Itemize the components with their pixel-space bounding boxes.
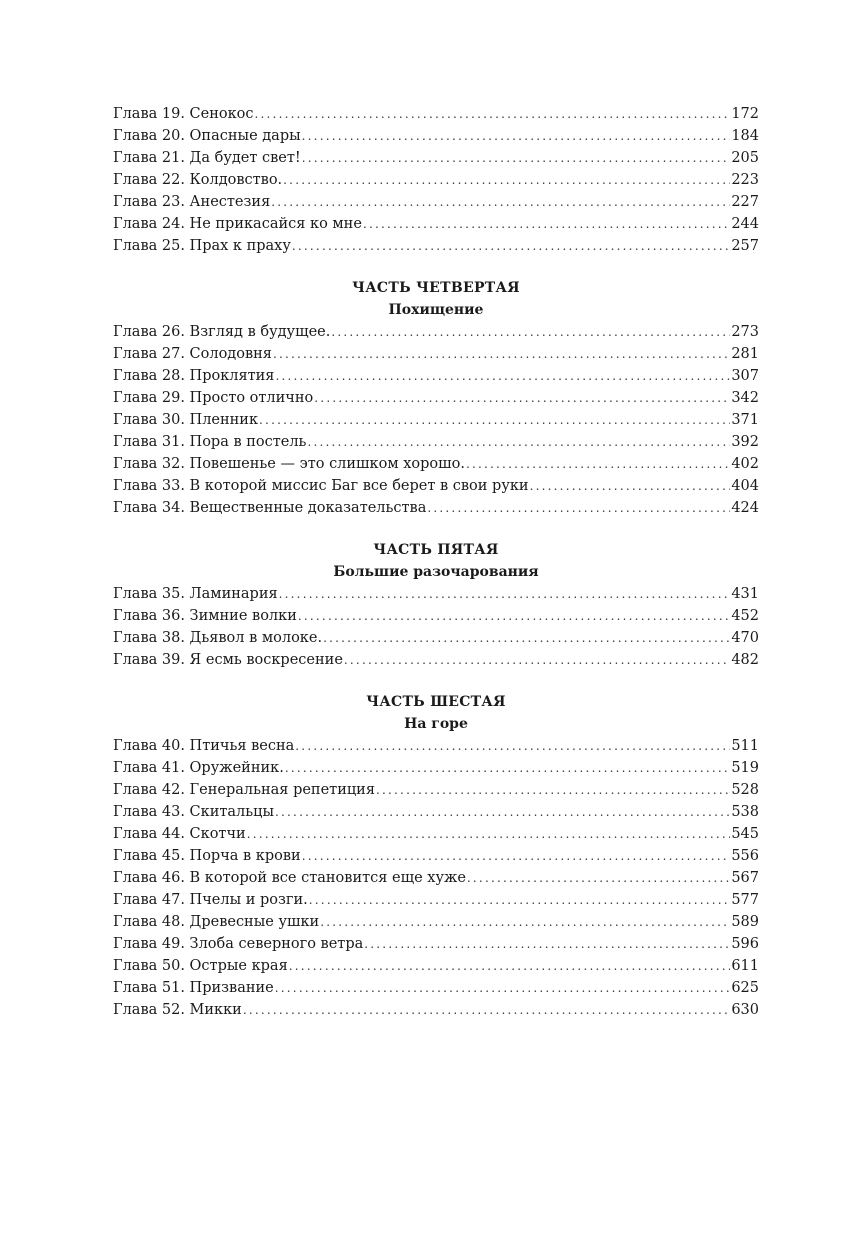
toc-entry-page: 630	[731, 1002, 759, 1018]
toc-entry[interactable]	[113, 801, 759, 823]
toc-entry-title: Глава 27. Солодовня	[113, 346, 272, 362]
toc-entry-page: 567	[731, 870, 759, 886]
toc-entry-page: 511	[731, 738, 759, 754]
toc-entry[interactable]	[113, 431, 759, 453]
toc-entry[interactable]	[113, 605, 759, 627]
part-heading: ЧАСТЬ ЧЕТВЕРТАЯ	[352, 280, 520, 296]
toc-entry-page: 470	[731, 630, 759, 646]
dot-leader	[530, 475, 731, 497]
dot-leader	[467, 867, 730, 889]
dot-leader	[273, 343, 730, 365]
dot-leader	[331, 321, 730, 343]
dot-leader	[255, 103, 731, 125]
part-heading: ЧАСТЬ ПЯТАЯ	[373, 542, 499, 558]
toc-entry-title: Глава 35. Ламинария	[113, 586, 278, 602]
toc-entry[interactable]	[113, 475, 759, 497]
toc-entry[interactable]	[113, 103, 759, 125]
toc-entry-title: Глава 44. Скотчи	[113, 826, 246, 842]
toc-entry-page: 596	[731, 936, 759, 952]
dot-leader	[247, 823, 731, 845]
dot-leader	[283, 169, 730, 191]
part-subtitle: На горе	[404, 716, 468, 732]
toc-entry[interactable]	[113, 911, 759, 933]
toc-entry-page: 205	[731, 150, 759, 166]
toc-entry[interactable]	[113, 735, 759, 757]
toc-entry-title: Глава 51. Призвание	[113, 980, 274, 996]
dot-leader	[298, 605, 730, 627]
toc-section-part-three-tail	[113, 103, 759, 257]
dot-leader	[323, 627, 730, 649]
dot-leader	[307, 431, 730, 453]
toc-entry-page: 371	[731, 412, 759, 428]
toc-entry-title: Глава 21. Да будет свет!	[113, 150, 301, 166]
toc-entry-title: Глава 45. Порча в крови	[113, 848, 301, 864]
toc-entry-page: 172	[731, 106, 759, 122]
toc-entry-page: 538	[731, 804, 759, 820]
toc-section-part-four	[113, 277, 759, 519]
dot-leader	[285, 757, 730, 779]
toc-entry[interactable]	[113, 497, 759, 519]
dot-leader	[302, 125, 731, 147]
dot-leader	[259, 409, 730, 431]
toc-entry[interactable]	[113, 999, 759, 1021]
toc-entry-page: 184	[731, 128, 759, 144]
toc-entry[interactable]	[113, 889, 759, 911]
dot-leader	[275, 801, 730, 823]
dot-leader	[364, 933, 730, 955]
toc-entry[interactable]	[113, 125, 759, 147]
toc-entry[interactable]	[113, 867, 759, 889]
toc-entry[interactable]	[113, 235, 759, 257]
toc-entry-title: Глава 20. Опасные дары	[113, 128, 301, 144]
toc-entry-page: 257	[731, 238, 759, 254]
toc-entry-title: Глава 38. Дьявол в молоке.	[113, 630, 323, 646]
toc-entry-page: 556	[731, 848, 759, 864]
toc-entry-page: 244	[731, 216, 759, 232]
dot-leader	[320, 911, 730, 933]
dot-leader	[466, 453, 730, 475]
toc-entry[interactable]	[113, 627, 759, 649]
dot-leader	[295, 735, 730, 757]
toc-entry-title: Глава 36. Зимние волки	[113, 608, 297, 624]
toc-entry-title: Глава 42. Генеральная репетиция	[113, 782, 375, 798]
toc-entry[interactable]	[113, 955, 759, 977]
toc-entry-title: Глава 26. Взгляд в будущее.	[113, 324, 331, 340]
toc-entry-page: 545	[731, 826, 759, 842]
toc-entry-page: 482	[731, 652, 759, 668]
toc-entry-page: 577	[731, 892, 759, 908]
dot-leader	[427, 497, 730, 519]
toc-entry-page: 223	[731, 172, 759, 188]
toc-entry-title: Глава 50. Острые края	[113, 958, 288, 974]
toc-entry-title: Глава 22. Колдовство.	[113, 172, 283, 188]
dot-leader	[344, 649, 730, 671]
toc-entry-title: Глава 47. Пчелы и розги.	[113, 892, 308, 908]
toc-entry[interactable]	[113, 583, 759, 605]
toc-entry[interactable]	[113, 169, 759, 191]
toc-entry-title: Глава 40. Птичья весна	[113, 738, 295, 754]
toc-entry-page: 404	[731, 478, 759, 494]
toc-entry[interactable]	[113, 213, 759, 235]
toc-entry-page: 611	[731, 958, 759, 974]
toc-entry-page: 402	[731, 456, 759, 472]
toc-entry[interactable]	[113, 649, 759, 671]
toc-entry-page: 281	[731, 346, 759, 362]
toc-entry[interactable]	[113, 409, 759, 431]
table-of-contents	[113, 103, 759, 1021]
toc-entry-page: 519	[731, 760, 759, 776]
toc-entry[interactable]	[113, 147, 759, 169]
toc-entry[interactable]	[113, 387, 759, 409]
dot-leader	[363, 213, 730, 235]
toc-entry[interactable]	[113, 977, 759, 999]
toc-entry-title: Глава 32. Повешенье — это слишком хорошо.	[113, 456, 465, 472]
toc-entry-title: Глава 30. Пленник	[113, 412, 259, 428]
toc-entry-title: Глава 25. Прах к праху	[113, 238, 291, 254]
dot-leader	[271, 191, 730, 213]
dot-leader	[302, 147, 731, 169]
toc-entry-title: Глава 24. Не прикасайся ко мне	[113, 216, 362, 232]
part-subtitle: Похищение	[388, 302, 484, 318]
dot-leader	[292, 235, 730, 257]
toc-section-part-six	[113, 691, 759, 1021]
toc-entry[interactable]	[113, 757, 759, 779]
toc-entry-page: 452	[731, 608, 759, 624]
toc-entry-page: 307	[731, 368, 759, 384]
toc-entry[interactable]	[113, 779, 759, 801]
dot-leader	[279, 583, 731, 605]
toc-entry-page: 392	[731, 434, 759, 450]
toc-entry-page: 431	[731, 586, 759, 602]
dot-leader	[314, 387, 730, 409]
toc-entry-page: 424	[731, 500, 759, 516]
toc-entry[interactable]	[113, 191, 759, 213]
toc-entry-title: Глава 33. В которой миссис Баг все берет в свои руки	[113, 478, 529, 494]
dot-leader	[275, 365, 730, 387]
toc-entry-title: Глава 34. Вещественные доказательства	[113, 500, 427, 516]
dot-leader	[275, 977, 731, 999]
toc-entry-page: 227	[731, 194, 759, 210]
dot-leader	[302, 845, 731, 867]
toc-entry[interactable]	[113, 823, 759, 845]
toc-entry[interactable]	[113, 453, 759, 475]
toc-entry-page: 528	[731, 782, 759, 798]
toc-entry-page: 589	[731, 914, 759, 930]
toc-entry-page: 342	[731, 390, 759, 406]
toc-entry-title: Глава 29. Просто отлично	[113, 390, 314, 406]
toc-entry[interactable]	[113, 845, 759, 867]
toc-entry-title: Глава 52. Микки	[113, 1002, 242, 1018]
toc-entry[interactable]	[113, 933, 759, 955]
dot-leader	[376, 779, 730, 801]
toc-entry-title: Глава 48. Древесные ушки	[113, 914, 320, 930]
part-subtitle: Большие разочарования	[333, 564, 539, 580]
toc-entry-title: Глава 28. Проклятия	[113, 368, 275, 384]
toc-section-part-five	[113, 539, 759, 671]
part-heading: ЧАСТЬ ШЕСТАЯ	[366, 694, 506, 710]
dot-leader	[289, 955, 731, 977]
toc-entry-title: Глава 19. Сенокос	[113, 106, 254, 122]
dot-leader	[243, 999, 730, 1021]
toc-entry[interactable]	[113, 321, 759, 343]
toc-entry[interactable]	[113, 365, 759, 387]
toc-entry-title: Глава 41. Оружейник.	[113, 760, 284, 776]
toc-entry-page: 625	[731, 980, 759, 996]
toc-entry-page: 273	[731, 324, 759, 340]
toc-entry-title: Глава 31. Пора в постель	[113, 434, 307, 450]
toc-entry-title: Глава 46. В которой все становится еще хуже	[113, 870, 466, 886]
toc-entry-title: Глава 39. Я есмь воскресение	[113, 652, 343, 668]
dot-leader	[309, 889, 731, 911]
toc-entry-title: Глава 43. Скитальцы	[113, 804, 275, 820]
toc-entry[interactable]	[113, 343, 759, 365]
toc-entry-title: Глава 23. Анестезия	[113, 194, 271, 210]
toc-entry-title: Глава 49. Злоба северного ветра	[113, 936, 364, 952]
